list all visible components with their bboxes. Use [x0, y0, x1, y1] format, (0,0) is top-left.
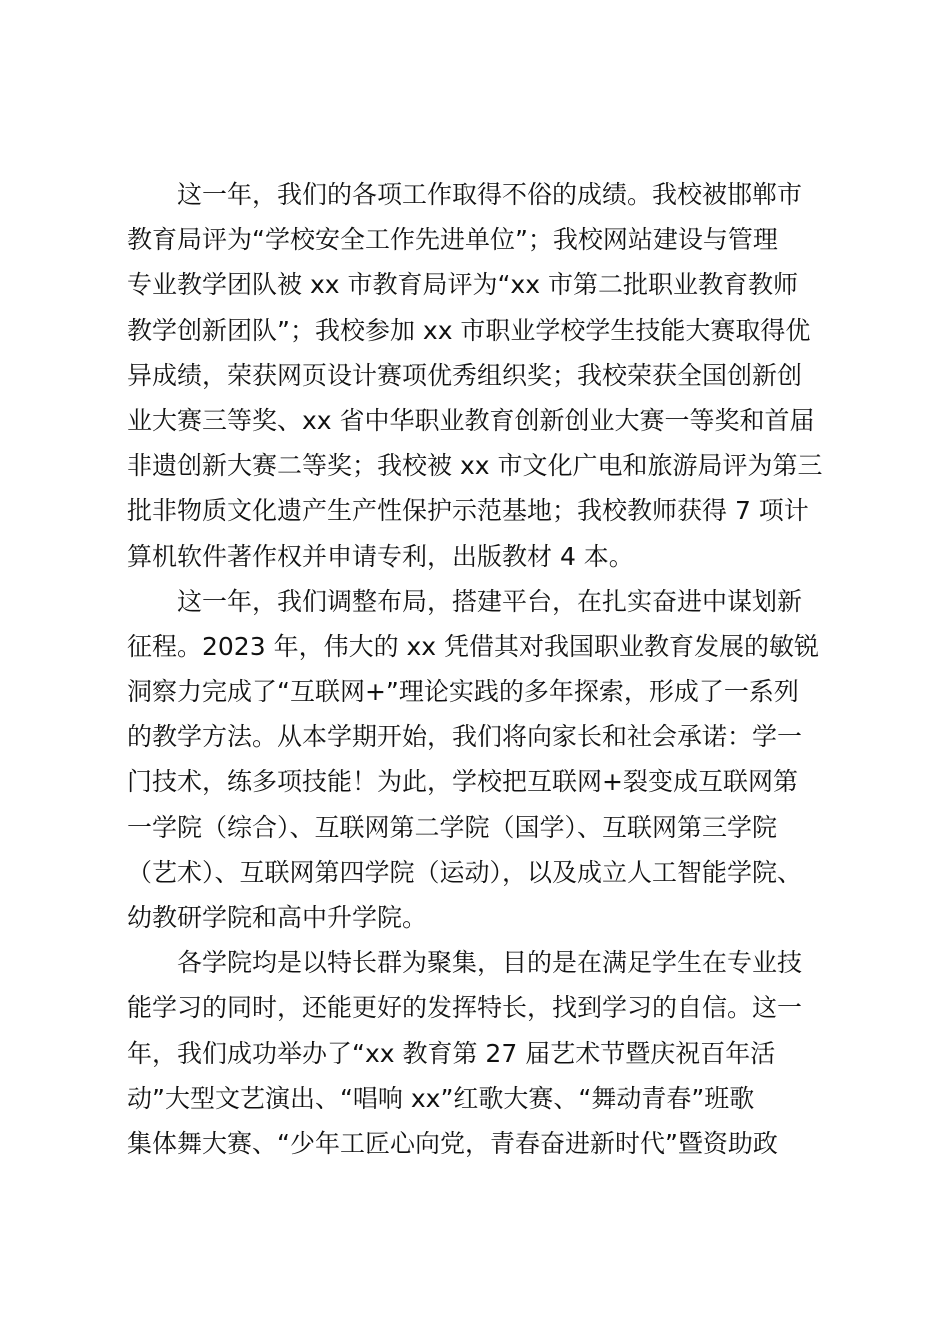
text-line: 这一年，我们调整布局，搭建平台，在扎实奋进中谋划新	[177, 586, 803, 616]
text-line: 这一年，我们的各项工作取得不俗的成绩。我校被邯郸市	[177, 180, 803, 209]
text-line: 各学院均是以特长群为聚集，目的是在满足学生在专业技	[177, 948, 803, 978]
text-line: 异成绩，荣获网页设计赛项优秀组织奖；我校荣获全国创新创	[127, 360, 803, 390]
text-line: 动”大型文艺演出、“唱响 xx”红歌大赛、“舞动青春”班歌	[127, 1083, 755, 1113]
text-line: 专业教学团队被 xx 市教育局评为“xx 市第二批职业教育教师	[127, 270, 798, 300]
text-line: 的教学方法。从本学期开始，我们将向家长和社会承诺：学一	[127, 722, 803, 752]
text-line: 教育局评为“学校安全工作先进单位”；我校网站建设与管理	[127, 225, 778, 255]
text-line: 非遗创新大赛二等奖；我校被 xx 市文化广电和旅游局评为第三	[127, 451, 823, 481]
paragraph-layout-platform	[127, 579, 835, 941]
text-line: 年，我们成功举办了“xx 教育第 27 届艺术节暨庆祝百年活	[127, 1038, 776, 1068]
text-line: 幼教研学院和高中升学院。	[127, 903, 428, 932]
text-line: 一学院（综合）、互联网第二学院（国学）、互联网第三学院	[127, 812, 778, 842]
text-line: 批非物质文化遗产生产性保护示范基地；我校教师获得 7 项计	[127, 496, 809, 526]
text-line: 征程。2023 年，伟大的 xx 凭借其对我国职业教育发展的敏锐	[127, 631, 820, 661]
text-line: 业大赛三等奖、xx 省中华职业教育创新创业大赛一等奖和首届	[127, 405, 815, 435]
text-line: 教学创新团队”；我校参加 xx 市职业学校学生技能大赛取得优	[127, 315, 811, 345]
text-line: 集体舞大赛、“少年工匠心向党，青春奋进新时代”暨资助政	[127, 1128, 778, 1158]
text-line: 洞察力完成了“互联网+”理论实践的多年探索，形成了一系列	[127, 677, 799, 707]
document-body	[127, 172, 835, 1166]
paragraph-colleges	[127, 940, 835, 1166]
text-line: 算机软件著作权并申请专利，出版教材 4 本。	[127, 541, 634, 571]
text-line: （艺术）、互联网第四学院（运动），以及成立人工智能学院、	[127, 857, 803, 887]
text-line: 门技术，练多项技能！为此，学校把互联网+裂变成互联网第	[127, 767, 798, 797]
paragraph-achievements	[127, 172, 835, 579]
text-line: 能学习的同时，还能更好的发挥特长，找到学习的自信。这一	[127, 993, 803, 1023]
